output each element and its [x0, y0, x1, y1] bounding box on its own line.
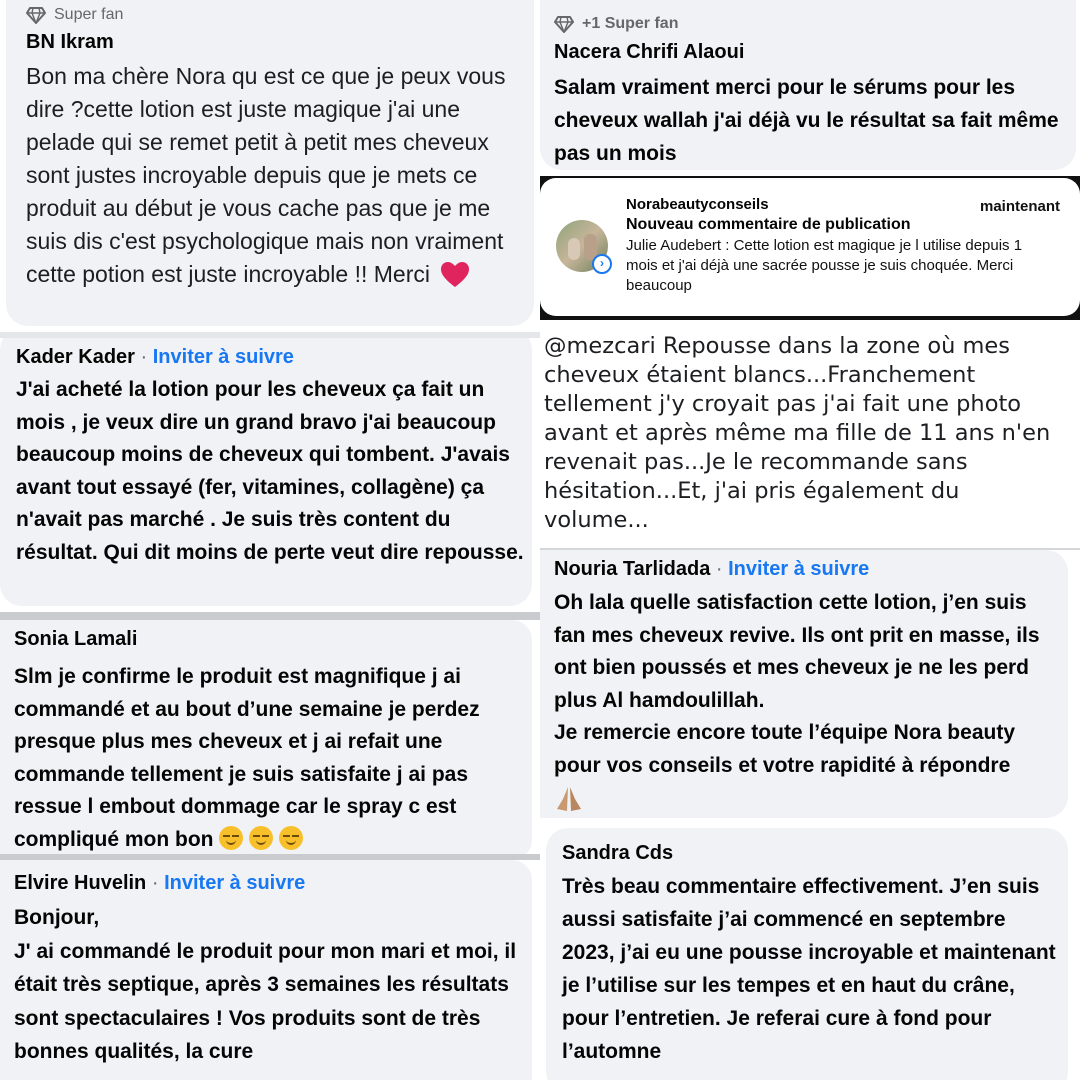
diamond-icon	[554, 16, 574, 33]
author-name[interactable]: Elvire Huvelin	[14, 872, 147, 894]
invite-to-follow-link[interactable]: Inviter à suivre	[164, 872, 306, 894]
author-name[interactable]: Sonia Lamali	[14, 628, 138, 650]
separator-dot: ·	[140, 346, 148, 368]
comment-kader-kader	[0, 338, 540, 612]
comment-nacera	[540, 0, 1080, 176]
comment-nouria	[540, 550, 1080, 824]
notification-banner[interactable]	[540, 176, 1080, 320]
comment-text: Bon ma chère Nora qu est ce que je peux vous dire ?cette lotion est juste magique j'ai une pelade qui se remet petit à petit mes cheveux sont justes incroyable depuis que je mets ce produit au début je vous cache pas que je me suis dis c'est psychologique mais non vraiment cette potion est juste incroyable !! Merci	[26, 63, 506, 287]
comment-text: Très beau commentaire effectivement. J’en suis aussi satisfaite j’ai commencé en septembre 2023, j’ai eu une pousse incroyable et maintenant je l’utilise sur les tempes et en haut du crâne, pour l’entretien. Je referai cure à fond pour l’automne	[562, 875, 1056, 1063]
notification-account: Norabeautyconseils	[626, 196, 769, 213]
messenger-badge-icon: ›	[592, 254, 612, 274]
notification-time: maintenant	[979, 198, 1060, 215]
author-name[interactable]: Nouria Tarlidada	[554, 558, 711, 580]
red-heart-icon	[440, 261, 470, 288]
super-fan-badge	[26, 6, 123, 24]
divider	[0, 612, 540, 620]
invite-to-follow-link[interactable]: Inviter à suivre	[728, 558, 870, 580]
author-name[interactable]: Nacera Chrifi Alaoui	[554, 41, 745, 63]
separator-dot: ·	[151, 872, 159, 894]
comment-text-2: Je remercie encore toute l’équipe Nora beauty pour vos conseils et votre rapidité à répondre	[554, 721, 1015, 777]
separator-dot: ·	[715, 558, 723, 580]
author-name[interactable]: Kader Kader	[16, 346, 135, 368]
mention-handle[interactable]: @mezcari	[544, 333, 656, 359]
notification-body: Julie Audebert : Cette lotion est magique je l utilise depuis 1 mois et j'ai déjà une sacrée pousse je suis choquée. Merci beaucoup	[626, 237, 1023, 294]
comment-text: Slm je confirme le produit est magnifique j ai commandé et au bout d’une semaine je perdez presque plus mes cheveux et j ai refait une commande tellement je suis satisfaite j ai pas ressue l embout dommage car le spray c est compliqué mon bon	[14, 665, 480, 851]
comment-greeting: Bonjour,	[14, 906, 100, 929]
folded-hands-icon	[554, 785, 584, 813]
badge-label: Super fan	[54, 6, 124, 23]
notification-title: Nouveau commentaire de publication	[626, 216, 911, 233]
pensive-face-icon	[219, 828, 305, 851]
super-fan-badge	[554, 15, 678, 33]
author-name[interactable]: Sandra Cds	[562, 842, 674, 864]
comment-text: J'ai acheté la lotion pour les cheveux ça fait un mois , je veux dire un grand bravo j'ai beaucoup beaucoup moins de cheveux qui tombent. J'avais avant tout essayé (fer, vitamines, collagène) ça n'avait pas marché . Je suis très content du résultat. Qui dit moins de perte veut dire repousse.	[16, 378, 524, 564]
badge-label: +1 Super fan	[582, 15, 679, 32]
comment-sonia-lamali	[0, 620, 540, 854]
right-screenshot-column	[540, 0, 1080, 1080]
diamond-icon	[26, 7, 46, 24]
author-name[interactable]: BN Ikram	[26, 31, 114, 53]
comment-mezcari	[540, 320, 1080, 550]
comment-elvire-huvelin	[0, 860, 540, 1080]
comment-text: Oh lala quelle satisfaction cette lotion, j’en suis fan mes cheveux revive. Ils ont prit en masse, ils ont bien poussés et mes cheveux je ne les perd plus Al hamdoulillah.	[554, 591, 1040, 712]
comment-text: J' ai commandé le produit pour mon mari et moi, il était très septique, après 3 semaines les résultats sont spectaculaires ! Vos produits sont de très bonnes qualités, la cure	[14, 939, 517, 1064]
comment-sandra	[540, 824, 1080, 1080]
comment-text: Repousse dans la zone où mes cheveux étaient blancs...Franchement tellement j'y croyait pas j'ai fait une photo avant et après même ma fille de 11 ans n'en revenait pas...Je le recommande sans hésitation...Et, j'ai pris également du volume...	[544, 333, 1051, 533]
invite-to-follow-link[interactable]: Inviter à suivre	[152, 346, 294, 368]
comment-text: Salam vraiment merci pour le sérums pour les cheveux wallah j'ai déjà vu le résultat sa fait même pas un mois	[554, 76, 1059, 165]
comment-bn-ikram	[0, 0, 540, 332]
